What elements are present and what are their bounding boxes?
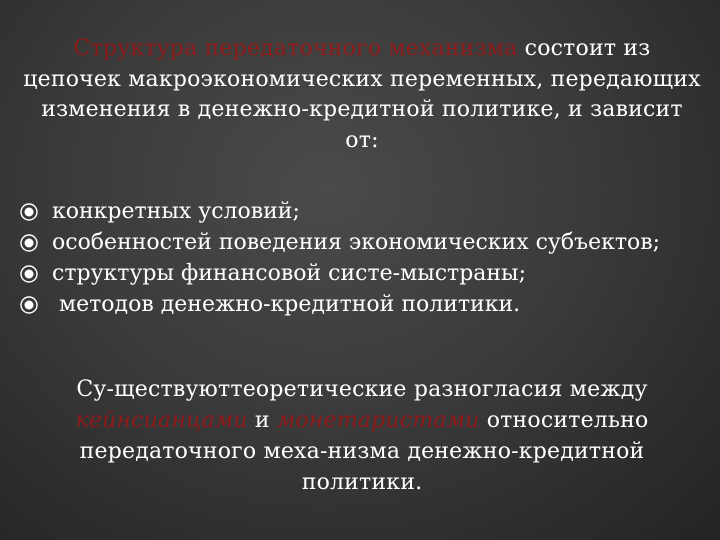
circled-bullet-icon bbox=[20, 265, 38, 283]
circled-bullet-icon bbox=[20, 296, 38, 314]
list-item bbox=[18, 196, 708, 227]
term-keynesians: кейнсианцами bbox=[75, 408, 248, 433]
intro-highlight: Структура передаточного механизма bbox=[73, 36, 518, 61]
outro-paragraph bbox=[22, 374, 702, 498]
intro-paragraph bbox=[22, 34, 702, 156]
circled-bullet-icon bbox=[20, 234, 38, 252]
list-item-text: структуры финансовой систе-мыстраны; bbox=[52, 261, 526, 286]
list-item bbox=[18, 227, 708, 258]
list-item bbox=[18, 258, 708, 289]
outro-text-1: Су-ществуюттеоретические разногласия между bbox=[76, 377, 648, 402]
outro-text-3: относительно передаточного меха-низма денежно-кредитной политики. bbox=[79, 408, 649, 495]
intro-text: состоит из цепочек макроэкономических переменных, передающих изменения в денежно-кредитной политике, и зависит от: bbox=[23, 36, 701, 153]
list-item-text: конкретных условий; bbox=[52, 199, 300, 224]
list-item bbox=[18, 289, 708, 320]
term-monetarists: монетаристами bbox=[276, 408, 480, 433]
list-item-text: особенностей поведения экономических субъектов; bbox=[52, 230, 661, 255]
outro-text-2: и bbox=[247, 408, 277, 433]
bullet-list bbox=[18, 196, 708, 320]
list-item-text: методов денежно-кредитной политики. bbox=[52, 292, 521, 317]
circled-bullet-icon bbox=[20, 203, 38, 221]
